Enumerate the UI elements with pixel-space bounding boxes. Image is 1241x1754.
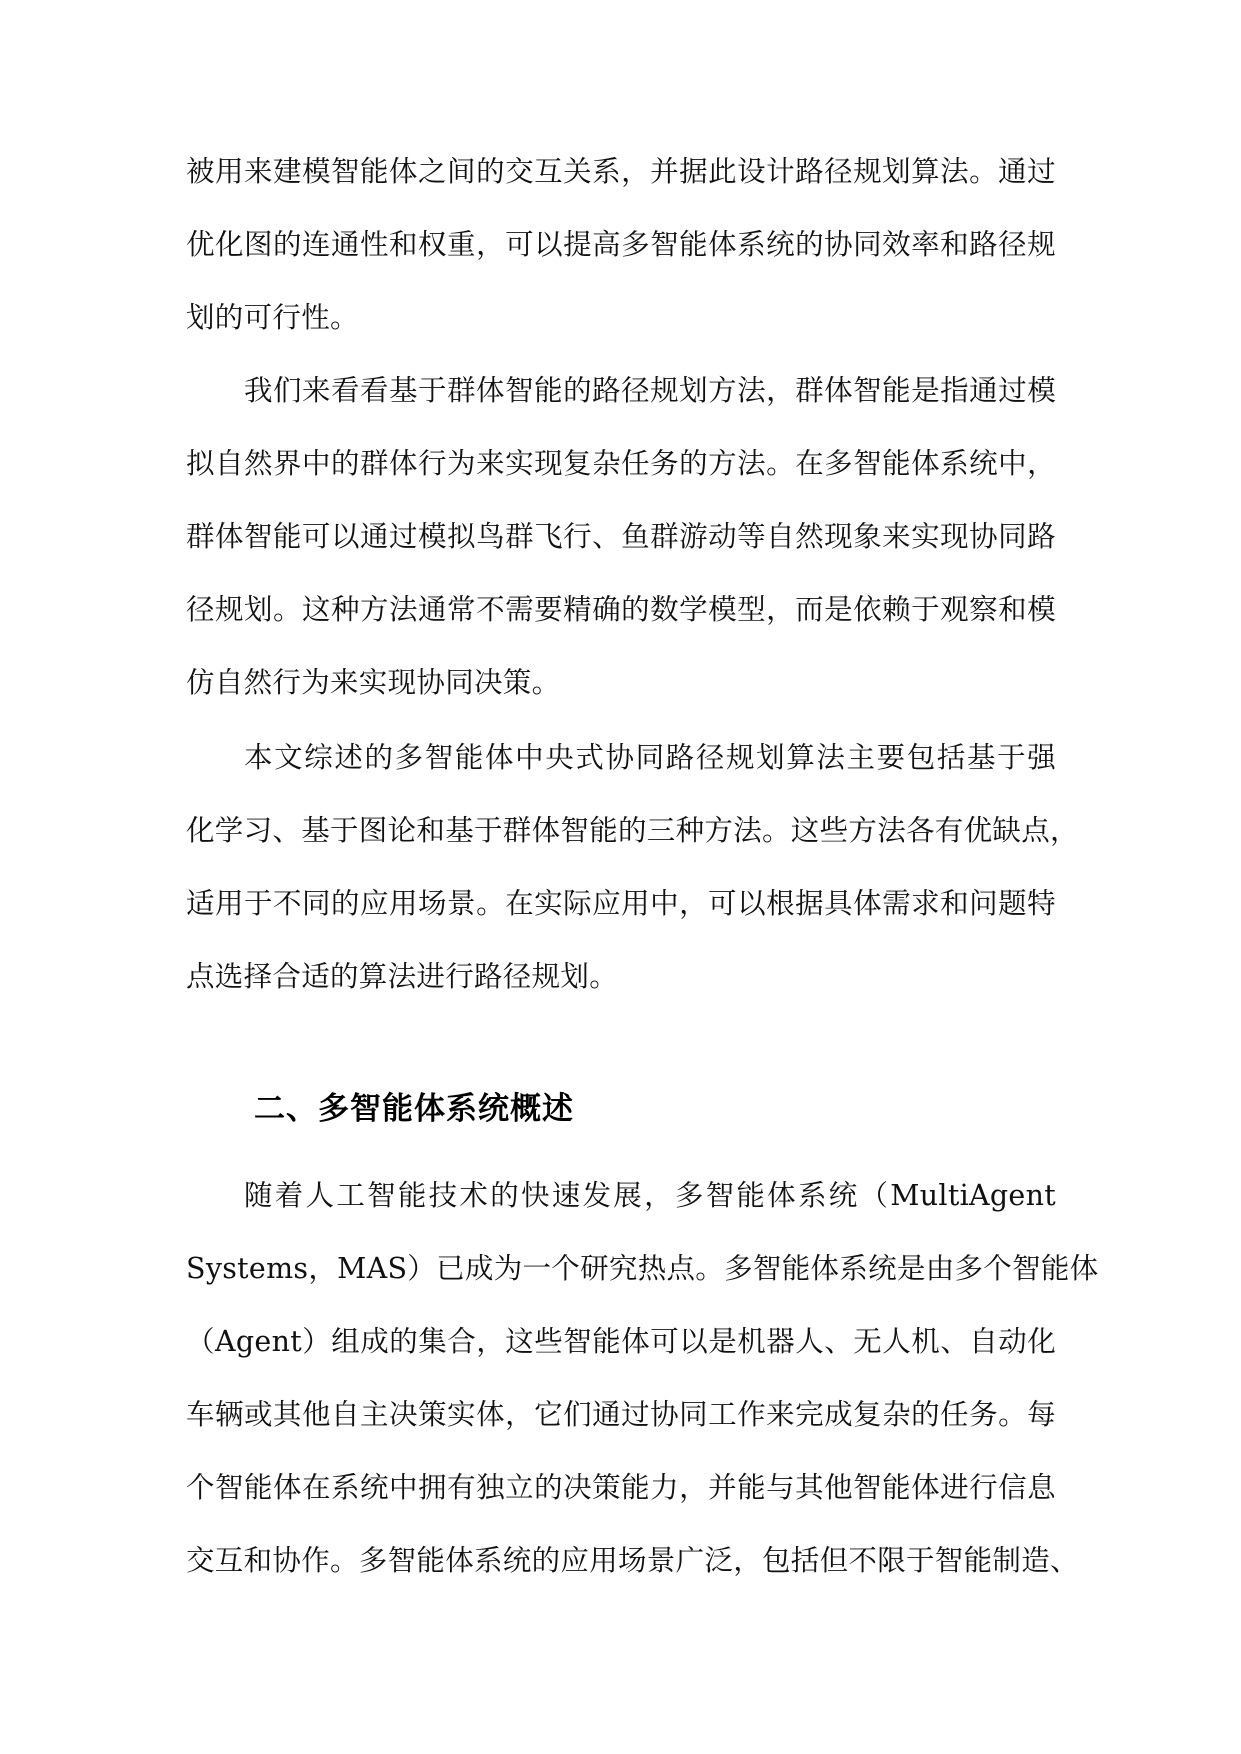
text-line: 化学习、基于图论和基于群体智能的三种方法。这些方法各有优缺点， bbox=[186, 814, 1079, 847]
text-line: 车辆或其他自主决策实体，它们通过协同工作来完成复杂的任务。每 bbox=[186, 1398, 1056, 1431]
text-line: 随着人工智能技术的快速发展，多智能体系统（MultiAgent bbox=[244, 1179, 1056, 1212]
section-heading: 二、多智能体系统概述 bbox=[254, 1091, 574, 1127]
text-line: Systems，MAS）已成为一个研究热点。多智能体系统是由多个智能体 bbox=[186, 1252, 1099, 1285]
text-line: 本文综述的多智能体中央式协同路径规划算法主要包括基于强 bbox=[244, 741, 1056, 774]
text-line: 仿自然行为来实现协同决策。 bbox=[186, 666, 561, 699]
text-line: 拟自然界中的群体行为来实现复杂任务的方法。在多智能体系统中， bbox=[186, 447, 1056, 480]
text-line: 径规划。这种方法通常不需要精确的数学模型，而是依赖于观察和模 bbox=[186, 593, 1056, 626]
text-line: 我们来看看基于群体智能的路径规划方法，群体智能是指通过模 bbox=[244, 374, 1056, 407]
text-line: 优化图的连通性和权重，可以提高多智能体系统的协同效率和路径规 bbox=[186, 228, 1056, 261]
text-line: 点选择合适的算法进行路径规划。 bbox=[186, 960, 619, 993]
text-line: 被用来建模智能体之间的交互关系，并据此设计路径规划算法。通过 bbox=[186, 155, 1056, 188]
text-line: 划的可行性。 bbox=[186, 301, 359, 334]
text-line: 群体智能可以通过模拟鸟群飞行、鱼群游动等自然现象来实现协同路 bbox=[186, 520, 1056, 553]
text-line: 个智能体在系统中拥有独立的决策能力，并能与其他智能体进行信息 bbox=[186, 1471, 1056, 1504]
text-line: 交互和协作。多智能体系统的应用场景广泛，包括但不限于智能制造、 bbox=[186, 1544, 1079, 1577]
text-line: 适用于不同的应用场景。在实际应用中，可以根据具体需求和问题特 bbox=[186, 887, 1056, 920]
text-line: （Agent）组成的集合，这些智能体可以是机器人、无人机、自动化 bbox=[186, 1325, 1056, 1358]
